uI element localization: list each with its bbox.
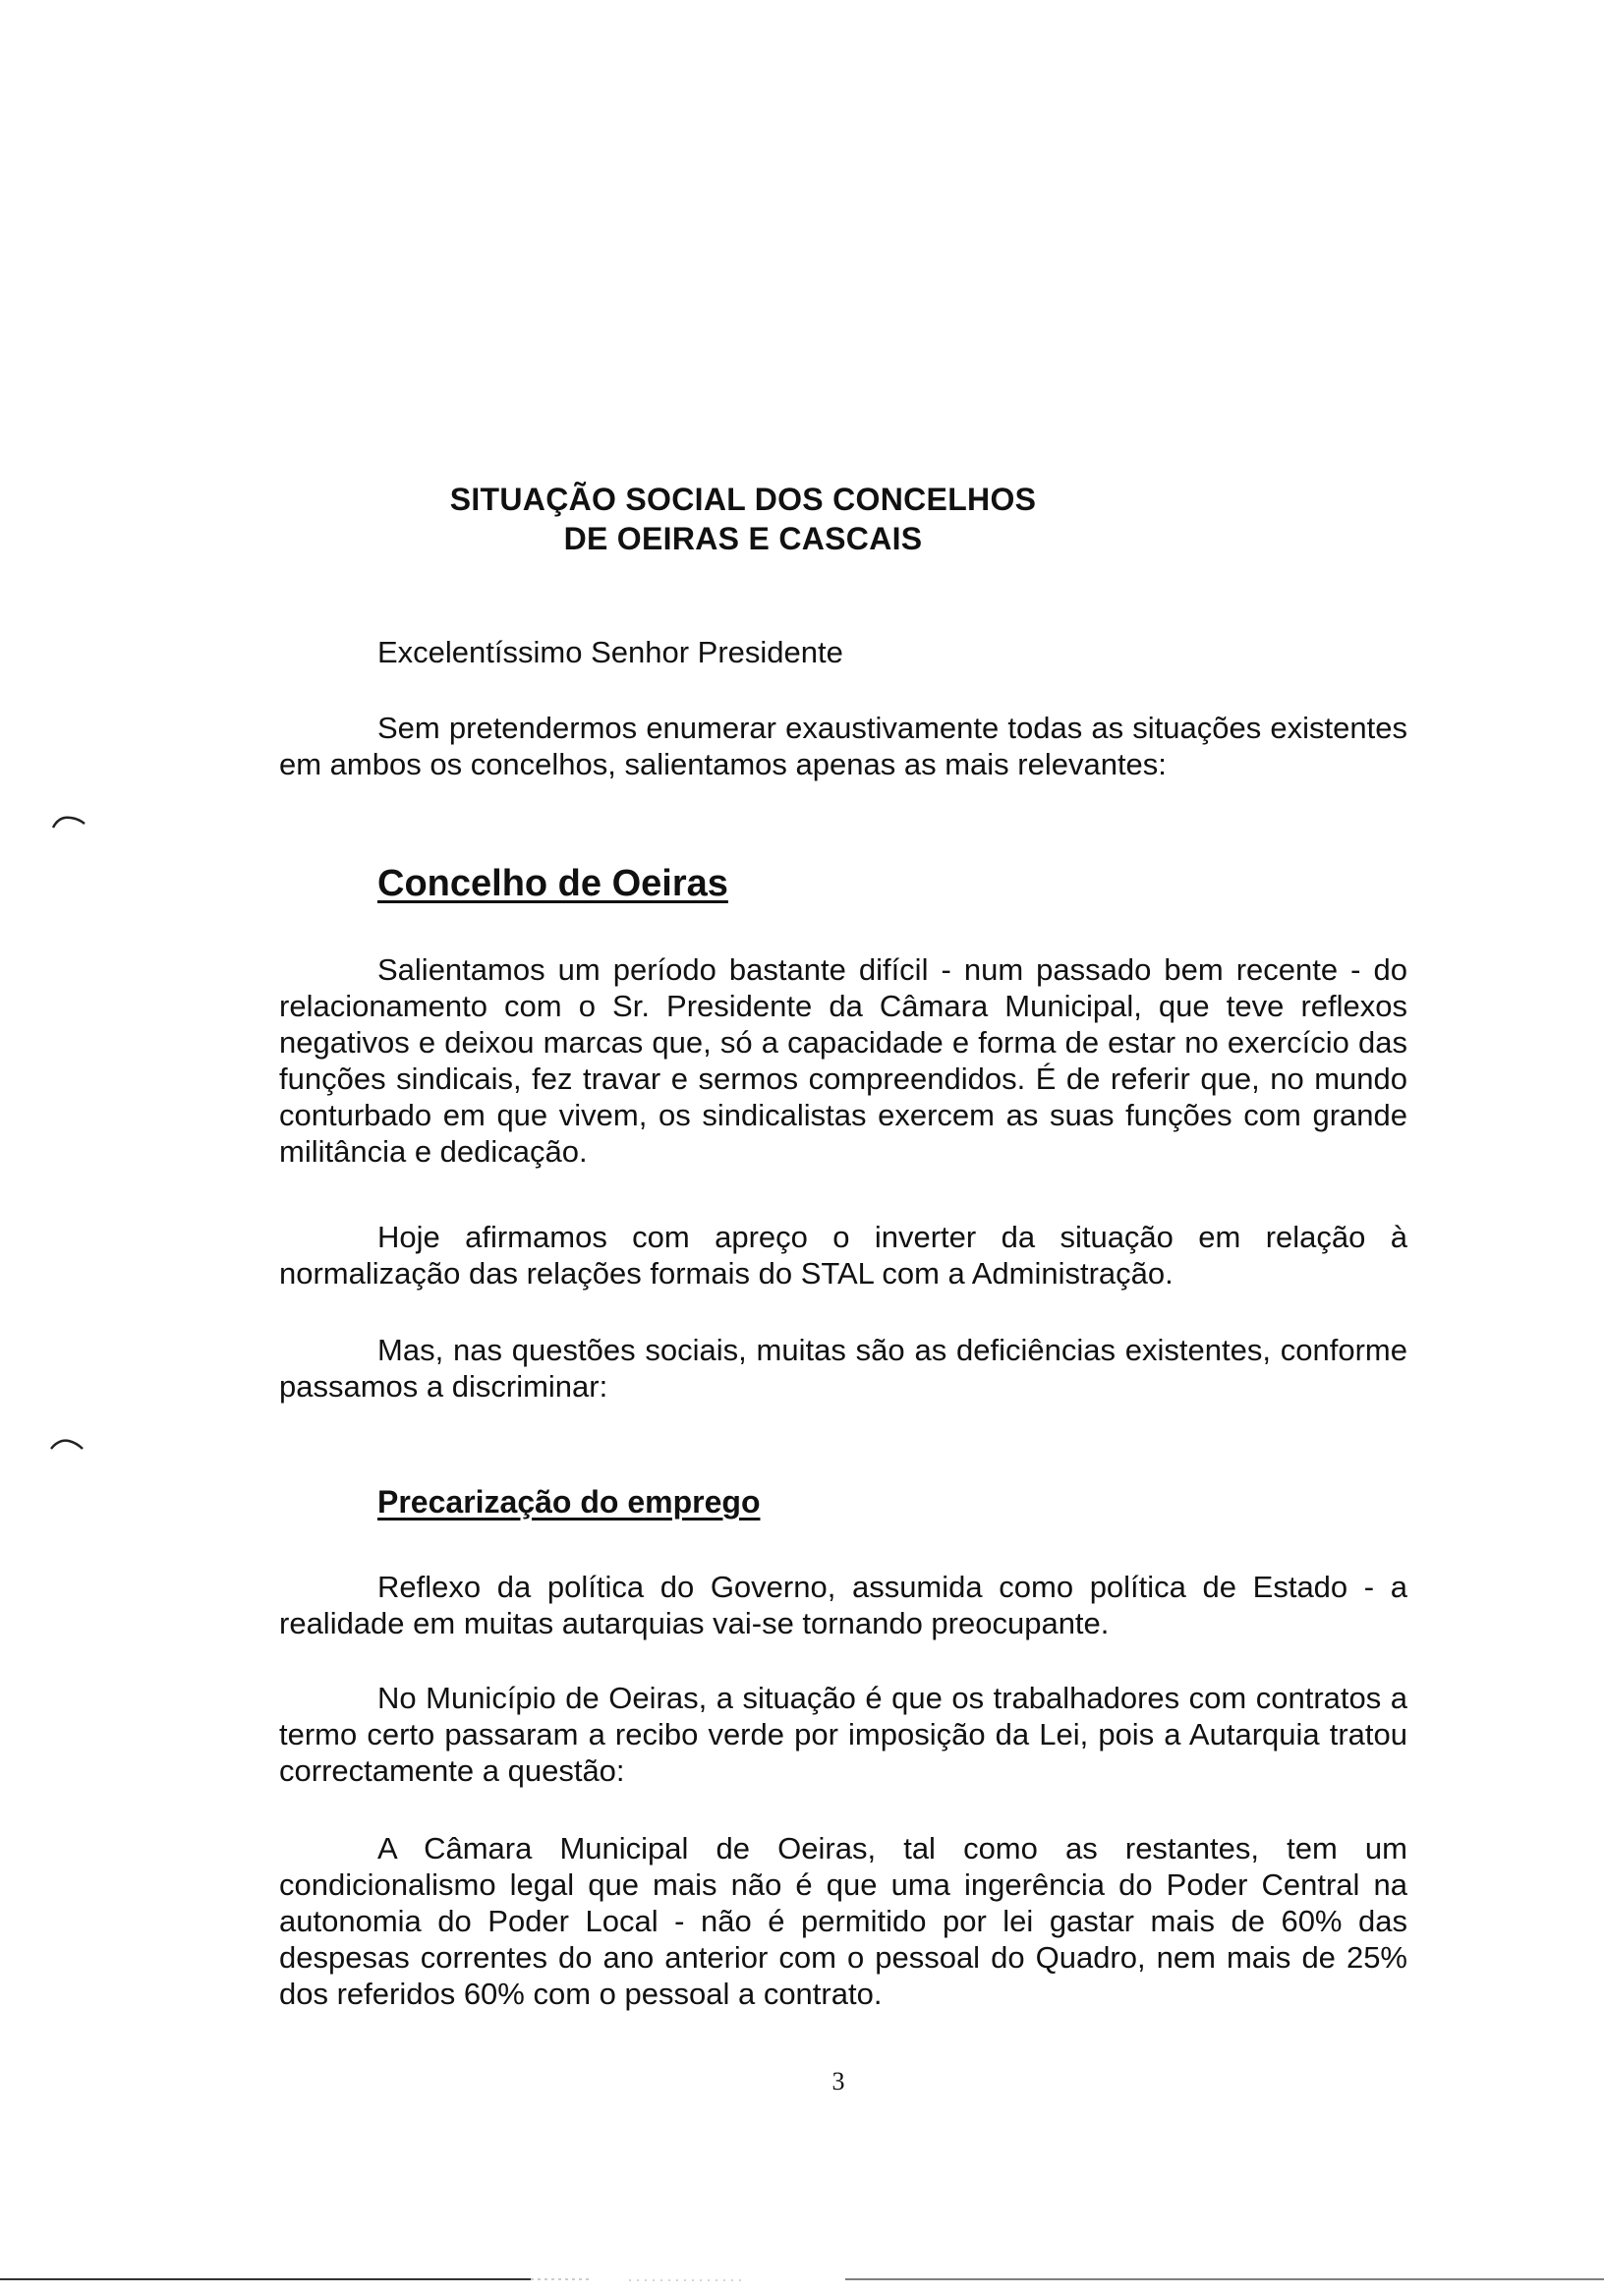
paragraph-normalizacao: Hoje afirmamos com apreço o inverter da situação em relação à normalização das relações formais do STAL com a Administração.	[279, 1220, 1407, 1291]
paragraph-deficiencias: Mas, nas questões sociais, muitas são as deficiências existentes, conforme passamos a discriminar:	[279, 1333, 1407, 1404]
paragraph-reflexo: Reflexo da política do Governo, assumida como política de Estado - a realidade em muitas autarquias vai-se tornando preocupante.	[279, 1570, 1407, 1640]
title-line-1: SITUAÇÃO SOCIAL DOS CONCELHOS	[449, 482, 1037, 517]
margin-mark-icon	[47, 1435, 86, 1455]
document-title	[0, 480, 1604, 558]
paragraph-municipio: No Município de Oeiras, a situação é que os trabalhadores com contratos a termo certo passaram a recibo verde por imposição da Lei, pois a Autarquia tratou correctamente a questão:	[279, 1681, 1407, 1788]
paragraph-relacionamento: Salientamos um período bastante difícil - num passado bem recente - do relacionamento com o Sr. Presidente da Câmara Municipal, que teve reflexos negativos e deixou marcas que, só a capacidade e forma de estar no exercício das funções sindicais, fez travar e sermos compreendidos. É de referir que, no mundo conturbado em que vivem, os sindicalistas exercem as suas funções com grande militância e dedicação.	[279, 952, 1407, 1169]
title-line-2: DE OEIRAS E CASCAIS	[563, 521, 923, 556]
paragraph-camara-municipal: A Câmara Municipal de Oeiras, tal como as restantes, tem um condicionalismo legal que mais não é que uma ingerência do Poder Central na autonomia do Poder Local - não é permitido por lei gastar mais de 60% das despesas correntes do ano anterior com o pessoal do Quadro, nem mais de 25% dos referidos 60% com o pessoal a contrato.	[279, 1831, 1407, 2011]
section-heading-oeiras: Concelho de Oeiras	[377, 863, 728, 904]
intro-paragraph: Sem pretendermos enumerar exaustivamente todas as situações existentes em ambos os concelhos, salientamos apenas as mais relevantes:	[279, 711, 1407, 781]
margin-mark-icon	[49, 812, 88, 832]
page-number: 3	[831, 2067, 845, 2095]
bottom-scan-line	[0, 2276, 1604, 2284]
section-heading-precarizacao: Precarização do emprego	[377, 1484, 761, 1520]
salutation: Excelentíssimo Senhor Presidente	[377, 635, 843, 669]
